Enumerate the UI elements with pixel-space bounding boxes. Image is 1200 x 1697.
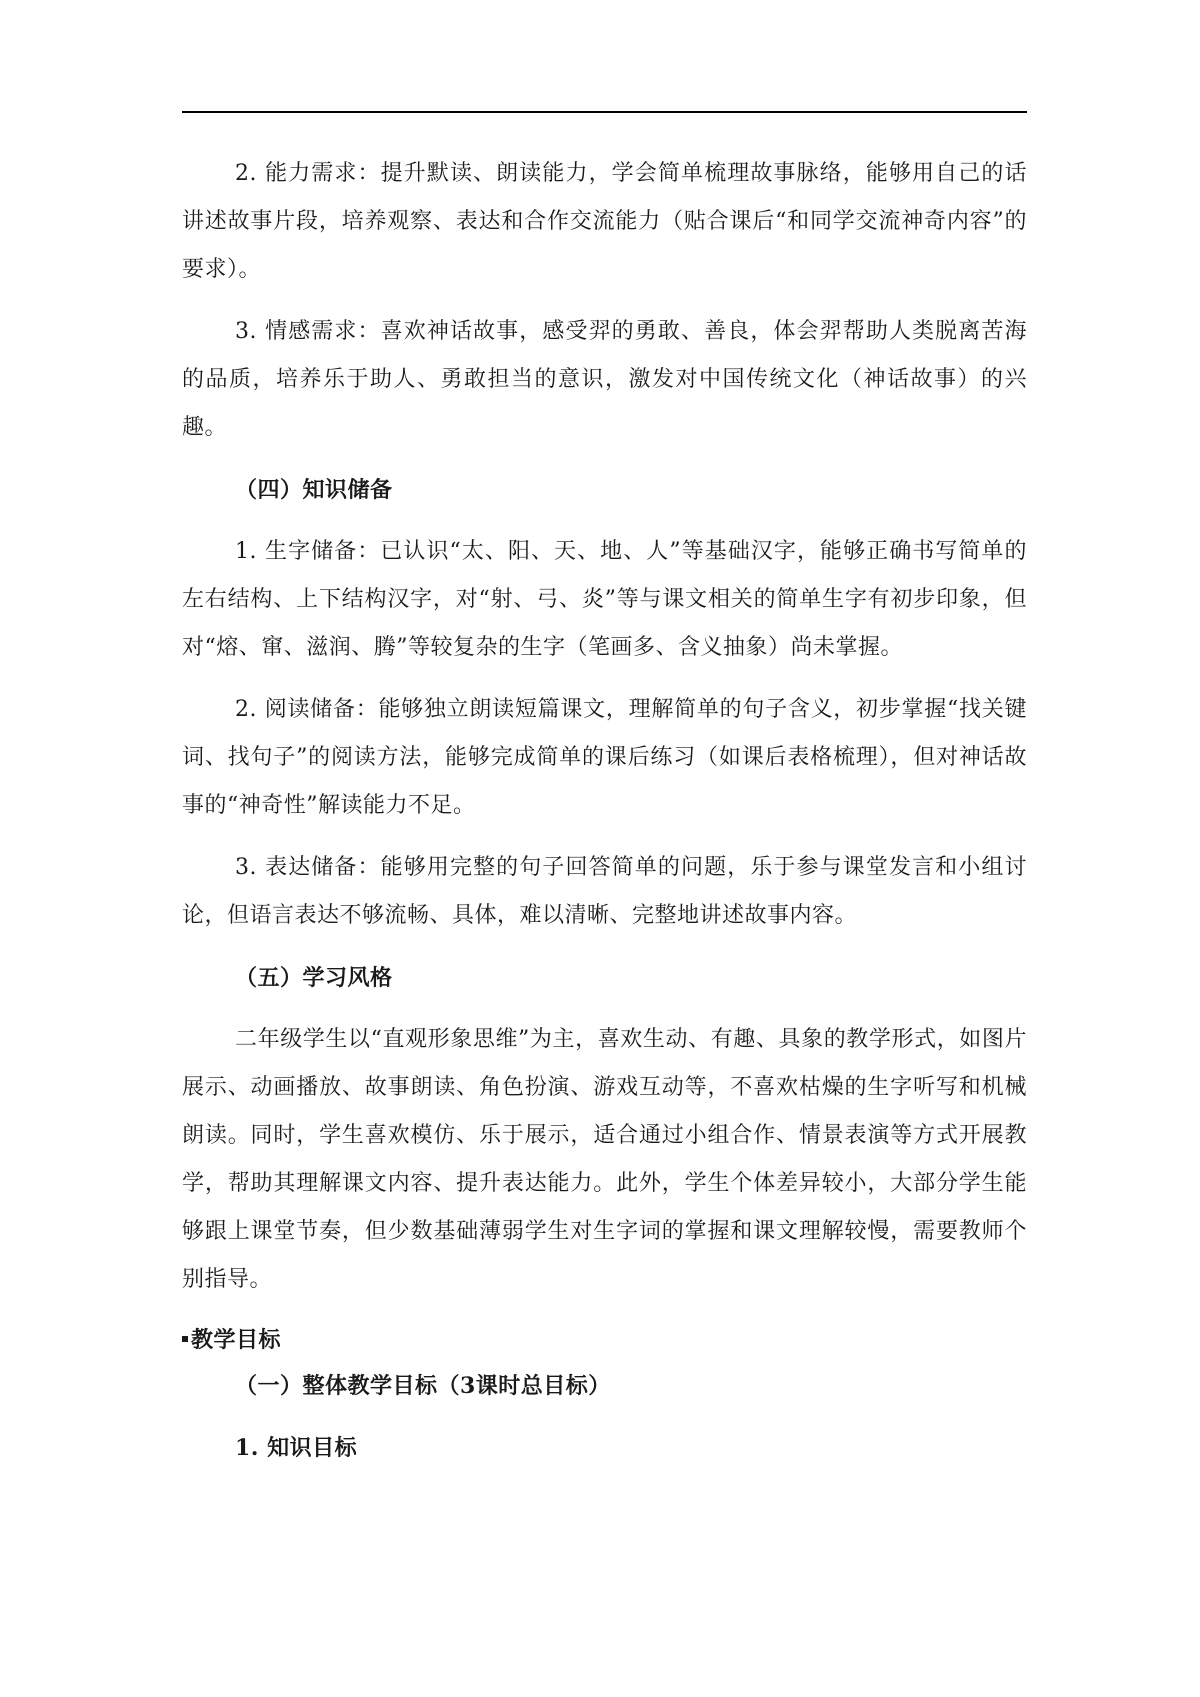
section-heading-teaching-goals: 教学目标 xyxy=(182,1318,1027,1362)
item-heading-text: 1. 知识目标 xyxy=(235,1435,358,1461)
section-heading-knowledge: （四）知识储备 xyxy=(235,477,393,503)
paragraph-ability-needs: 2. 能力需求：提升默读、朗读能力，学会简单梳理故事脉络，能够用自己的话讲述故事片段，培养观察、表达和合作交流能力（贴合课后“和同学交流神奇内容”的要求）。 xyxy=(182,161,1027,282)
document-body xyxy=(182,150,1027,1472)
paragraph-emotion-needs: 3. 情感需求：喜欢神话故事，感受羿的勇敢、善良，体会羿帮助人类脱离苦海的品质，培养乐于助人、勇敢担当的意识，激发对中国传统文化（神话故事）的兴趣。 xyxy=(182,319,1027,440)
sub-heading-overall-goals: （一）整体教学目标（3课时总目标） xyxy=(235,1373,611,1399)
section-heading-learning-style: （五）学习风格 xyxy=(235,965,393,991)
item-heading-knowledge-goals xyxy=(182,1424,1027,1472)
paragraph-reading-reserve: 2. 阅读储备：能够独立朗读短篇课文，理解简单的句子含义，初步掌握“找关键词、找句子”的阅读方法，能够完成简单的课后练习（如课后表格梳理），但对神话故事的“神奇性”解读能力不足。 xyxy=(182,697,1027,818)
header-rule xyxy=(182,111,1027,113)
paragraph-character-reserve: 1. 生字储备：已认识“太、阳、天、地、人”等基础汉字，能够正确书写简单的左右结构、上下结构汉字，对“射、弓、炎”等与课文相关的简单生字有初步印象，但对“熔、窜、滋润、腾”等较复杂的生字（笔画多、含义抽象）尚未掌握。 xyxy=(182,539,1027,660)
paragraph-expression-reserve: 3. 表达储备：能够用完整的句子回答简单的问题，乐于参与课堂发言和小组讨论，但语言表达不够流畅、具体，难以清晰、完整地讲述故事内容。 xyxy=(182,855,1027,928)
paragraph-learning-style: 二年级学生以“直观形象思维”为主，喜欢生动、有趣、具象的教学形式，如图片展示、动画播放、故事朗读、角色扮演、游戏互动等，不喜欢枯燥的生字听写和机械朗读。同时，学生喜欢模仿、乐于展示，适合通过小组合作、情景表演等方式开展教学，帮助其理解课文内容、提升表达能力。此外，学生个体差异较小，大部分学生能够跟上课堂节奏，但少数基础薄弱学生对生字词的掌握和课文理解较慢，需要教师个别指导。 xyxy=(182,1027,1027,1292)
